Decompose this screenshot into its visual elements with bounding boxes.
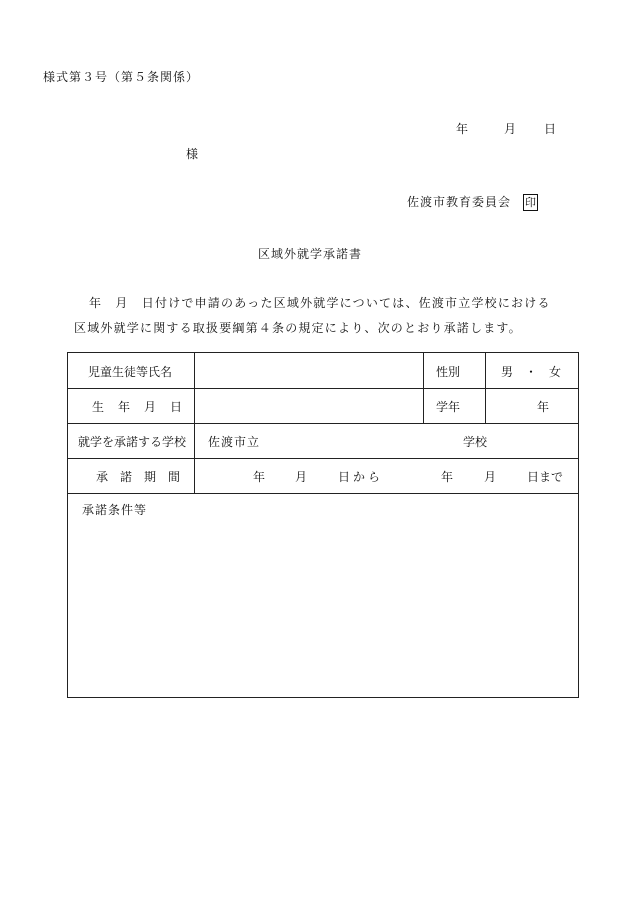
gender-options[interactable]: 男 ・ 女 bbox=[501, 365, 562, 379]
student-name-field[interactable] bbox=[204, 363, 414, 379]
period-from-year: 年 bbox=[253, 470, 266, 484]
row-divider bbox=[68, 388, 578, 389]
birth-date-field[interactable] bbox=[204, 398, 414, 414]
period-to-day: 日まで bbox=[527, 470, 564, 484]
issuer-name: 佐渡市教育委員会 bbox=[407, 195, 512, 209]
column-divider bbox=[194, 353, 195, 493]
addressee-suffix: 様 bbox=[186, 147, 199, 161]
issue-date bbox=[456, 120, 556, 137]
row-divider bbox=[68, 493, 578, 494]
student-name-label: 児童生徒等氏名 bbox=[88, 365, 173, 379]
gender-label: 性別 bbox=[436, 365, 461, 379]
seal-mark: 印 bbox=[525, 196, 537, 209]
body-text-line-1: 年 月 日付けで申請のあった区域外就学については、佐渡市立学校における bbox=[89, 296, 551, 310]
date-month-label: 月 bbox=[504, 122, 517, 136]
grade-label: 学年 bbox=[436, 400, 461, 414]
period-from-day: 日から bbox=[338, 470, 384, 484]
form-number: 様式第３号（第５条関係） bbox=[43, 70, 200, 84]
conditions-field[interactable] bbox=[82, 521, 562, 686]
column-divider bbox=[423, 353, 424, 423]
row-divider bbox=[68, 423, 578, 424]
grade-suffix: 年 bbox=[537, 400, 550, 414]
date-day-label: 日 bbox=[544, 122, 557, 136]
birth-date-label: 生 年 月 日 bbox=[92, 400, 184, 414]
period-to-year: 年 bbox=[441, 470, 454, 484]
school-prefix: 佐渡市立 bbox=[208, 435, 261, 449]
conditions-label: 承諾条件等 bbox=[82, 503, 148, 517]
school-label: 就学を承諾する学校 bbox=[78, 435, 187, 449]
column-divider bbox=[485, 353, 486, 423]
school-suffix: 学校 bbox=[463, 435, 488, 449]
period-from-month: 月 bbox=[295, 470, 308, 484]
period-label: 承 諾 期 間 bbox=[96, 470, 181, 484]
period-to-month: 月 bbox=[484, 470, 497, 484]
document-title: 区域外就学承諾書 bbox=[258, 247, 363, 261]
body-text-line-2: 区域外就学に関する取扱要綱第４条の規定により、次のとおり承諾します。 bbox=[74, 321, 522, 335]
approval-form-table bbox=[67, 352, 579, 698]
issuer bbox=[407, 193, 538, 211]
row-divider bbox=[68, 458, 578, 459]
date-year-label: 年 bbox=[456, 122, 469, 136]
